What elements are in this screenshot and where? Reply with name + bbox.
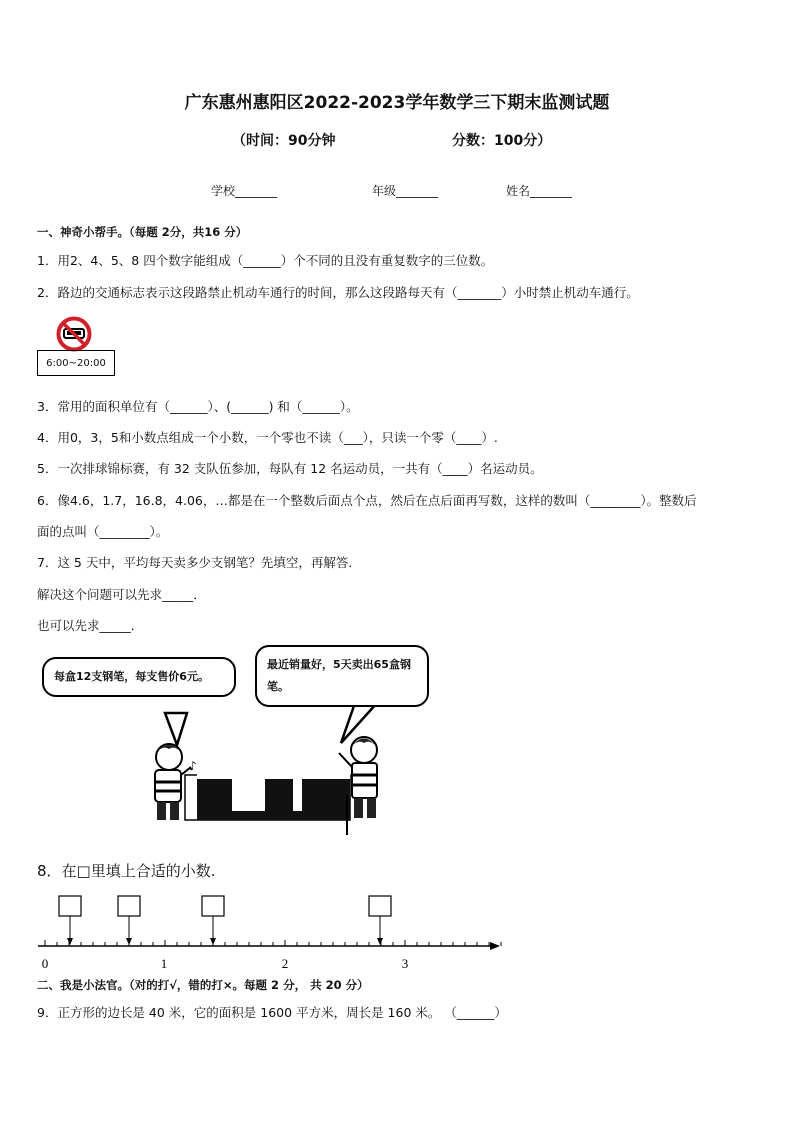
question-1: 1．用2、4、5、8 四个数字能组成（______）个不同的且没有重复数字的三位数。 — [37, 253, 494, 268]
number-line-label-1: 1 — [160, 956, 168, 971]
no-vehicle-icon — [52, 316, 96, 352]
section-1-heading: 一、神奇小帮手。（每题 2分，共16 分） — [37, 225, 248, 239]
question-2: 2．路边的交通标志表示这段路禁止机动车通行的时间，那么这段路每天有（_______）小时禁止机动车通行。 — [37, 285, 639, 300]
number-line-arrow — [490, 942, 500, 950]
grade-field: 年级_______ — [372, 184, 439, 198]
question-5: 5．一次排球锦标赛，有 32 支队伍参加，每队有 12 名运动员，一共有（____）名运动员。 — [37, 461, 543, 476]
answer-box-3[interactable] — [202, 896, 224, 945]
number-line-ticks — [45, 940, 501, 946]
time-label: （时间：90分钟 — [232, 133, 336, 149]
answer-box-1[interactable] — [59, 896, 81, 945]
speech-bubble-right: 最近销量好，5天卖出65盒钢笔。 — [255, 645, 429, 707]
question-6-line-2: 面的点叫（________）。 — [37, 524, 169, 539]
speech-bubble-left: 每盒12支钢笔，每支售价6元。 — [42, 657, 236, 697]
question-7: 7．这 5 天中，平均每天卖多少支钢笔？先填空，再解答． — [37, 555, 361, 570]
question-7-blank-b: 也可以先求_____． — [37, 618, 144, 633]
svg-text:♪: ♪ — [189, 759, 197, 773]
school-field: 学校_______ — [211, 184, 278, 198]
name-field: 姓名_______ — [506, 184, 573, 198]
sign-time-box: 6:00~20:00 — [37, 350, 115, 376]
question-8: 8．在□里填上合适的小数. — [37, 862, 216, 880]
question-4: 4．用0，3，5和小数点组成一个小数，一个零也不读（___），只读一个零（____）. — [37, 430, 498, 445]
answer-box-2[interactable] — [118, 896, 140, 945]
number-line — [30, 890, 510, 975]
question-9: 9．正方形的边长是 40 米，它的面积是 1600 平方米，周长是 160 米。 （______） — [37, 1005, 507, 1020]
q7-illustration — [37, 645, 437, 840]
score-label: 分数：100分） — [452, 133, 552, 149]
question-7-blank-a: 解决这个问题可以先求_____． — [37, 587, 206, 602]
number-line-label-2: 2 — [281, 956, 289, 971]
number-line-label-3: 3 — [401, 956, 409, 971]
question-6-line-1: 6．像4.6，1.7，16.8，4.06，…都是在一个整数后面点个点，然后在点后面再写数，这样的数叫（________）。整数后 — [37, 493, 697, 508]
page-title: 广东惠州惠阳区2022-2023学年数学三下期末监测试题 — [184, 93, 610, 113]
question-3: 3．常用的面积单位有（______）、(______) 和（______）。 — [37, 399, 359, 414]
section-2-heading: 二、我是小法官。（对的打√，错的打×。每题 2 分， 共 20 分） — [37, 978, 369, 992]
traffic-sign — [37, 312, 115, 376]
answer-box-4[interactable] — [369, 896, 391, 945]
number-line-label-0: 0 — [41, 956, 49, 971]
